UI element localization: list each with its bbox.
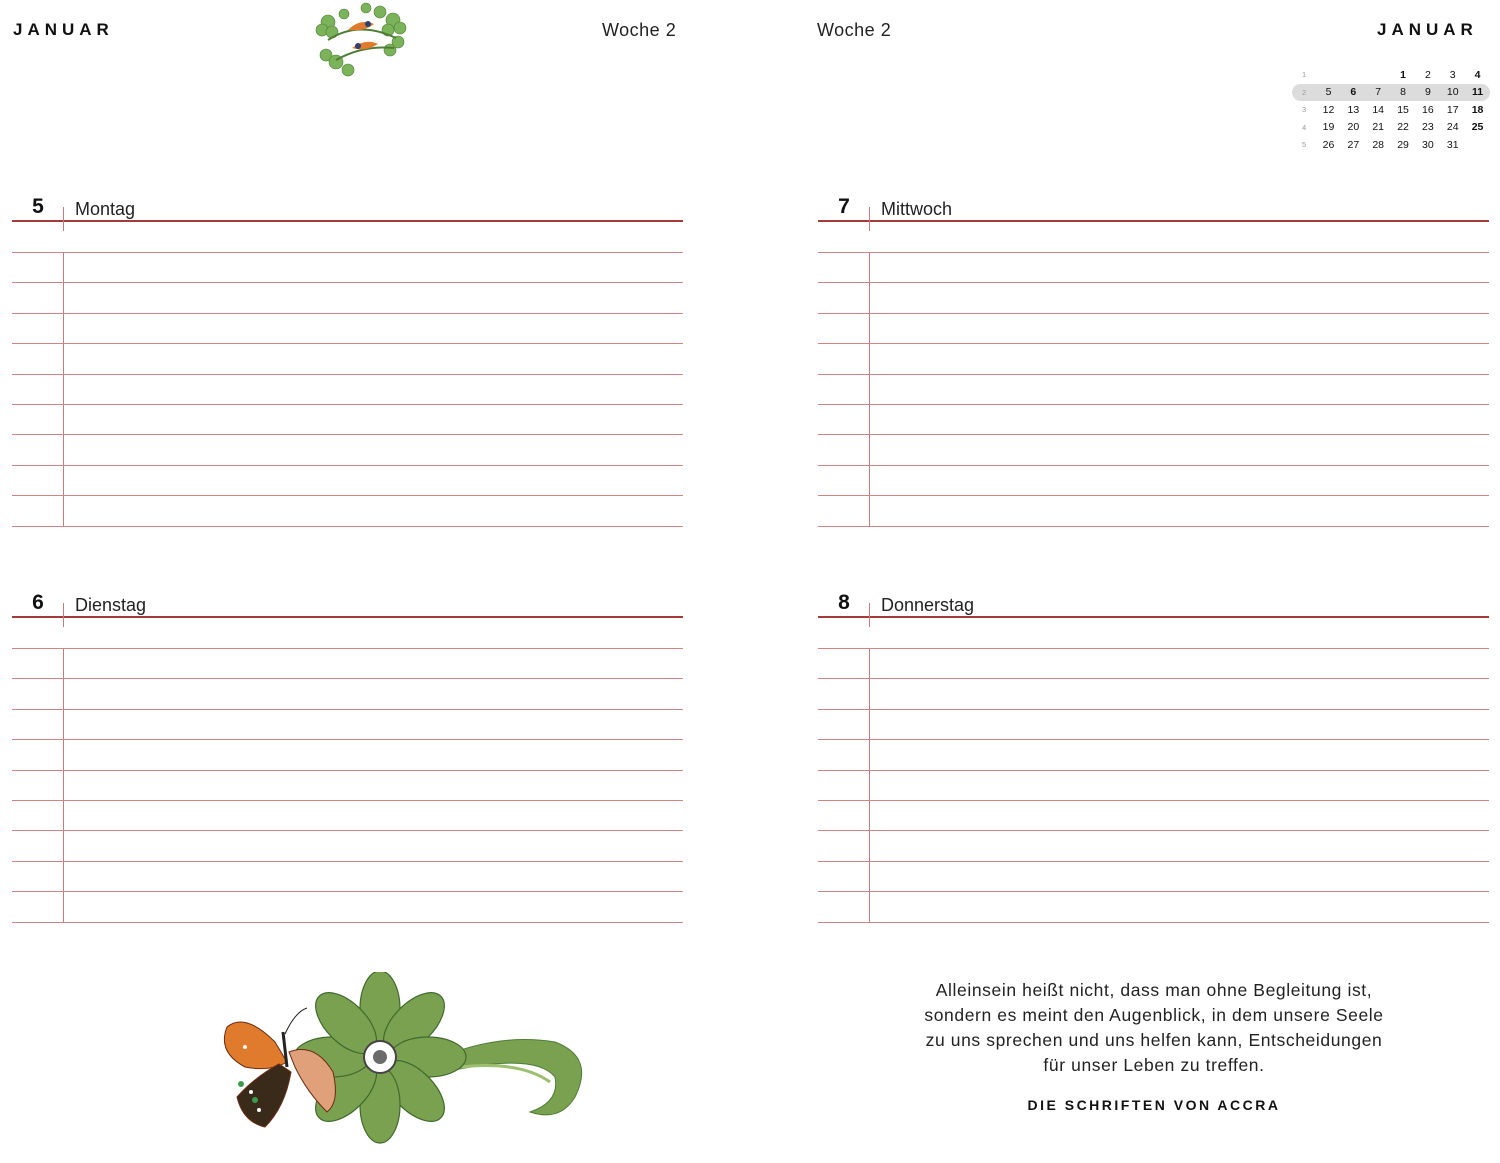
note-line[interactable] bbox=[12, 648, 683, 649]
calendar-day bbox=[1465, 136, 1490, 154]
left-month-title: JANUAR bbox=[13, 20, 114, 39]
calendar-day: 21 bbox=[1372, 121, 1385, 134]
day-number: 8 bbox=[838, 591, 850, 614]
note-line[interactable] bbox=[818, 282, 1489, 283]
calendar-day: 5 bbox=[1316, 84, 1341, 102]
calendar-day: 3 bbox=[1449, 68, 1456, 81]
day-number: 6 bbox=[32, 591, 44, 614]
note-line[interactable] bbox=[12, 252, 683, 253]
right-month-title: JANUAR bbox=[1377, 20, 1478, 39]
week-number: 3 bbox=[1301, 105, 1307, 115]
note-line[interactable] bbox=[12, 404, 683, 405]
calendar-day: 16 bbox=[1422, 103, 1434, 116]
note-line[interactable] bbox=[818, 830, 1489, 831]
note-line[interactable] bbox=[12, 770, 683, 771]
note-line[interactable] bbox=[12, 922, 683, 923]
calendar-day: 14 bbox=[1372, 103, 1385, 116]
note-line[interactable] bbox=[818, 800, 1489, 801]
quote-line: zu uns sprechen und uns helfen kann, Entscheidungen bbox=[925, 1030, 1383, 1050]
calendar-day: 19 bbox=[1322, 121, 1335, 134]
calendar-day: 15 bbox=[1397, 103, 1409, 116]
note-line[interactable] bbox=[818, 374, 1489, 375]
calendar-day: 12 bbox=[1322, 103, 1335, 116]
note-line[interactable] bbox=[818, 404, 1489, 405]
calendar-day: 18 bbox=[1471, 103, 1484, 116]
mini-calendar-week-row bbox=[1292, 101, 1490, 119]
note-line[interactable] bbox=[12, 434, 683, 435]
calendar-day: 23 bbox=[1422, 121, 1434, 134]
day-section-wednesday bbox=[818, 193, 1489, 533]
calendar-day: 6 bbox=[1341, 84, 1366, 102]
calendar-day: 25 bbox=[1471, 121, 1484, 134]
note-line[interactable] bbox=[818, 252, 1489, 253]
calendar-day bbox=[1366, 66, 1391, 84]
day-name: Mittwoch bbox=[881, 199, 953, 219]
calendar-day: 11 bbox=[1465, 84, 1490, 102]
week-number: 2 bbox=[1292, 84, 1316, 102]
week-number: 5 bbox=[1301, 140, 1307, 150]
day-section-monday bbox=[12, 193, 683, 533]
day-header-rule bbox=[818, 616, 1489, 618]
floral-ornament-icon bbox=[308, 0, 413, 82]
day-number: 5 bbox=[32, 195, 44, 218]
note-line[interactable] bbox=[818, 770, 1489, 771]
note-line[interactable] bbox=[12, 830, 683, 831]
note-line[interactable] bbox=[818, 891, 1489, 892]
day-margin-line bbox=[63, 648, 64, 922]
note-line[interactable] bbox=[12, 282, 683, 283]
note-line[interactable] bbox=[818, 434, 1489, 435]
day-margin-tick bbox=[869, 603, 870, 627]
day-margin-tick bbox=[63, 603, 64, 627]
calendar-day: 28 bbox=[1372, 138, 1385, 151]
day-margin-tick bbox=[869, 207, 870, 231]
left-week-label: Woche 2 bbox=[602, 20, 677, 40]
mini-calendar-current-week-row bbox=[1292, 84, 1490, 102]
day-section-tuesday bbox=[12, 589, 683, 929]
calendar-day: 17 bbox=[1446, 103, 1459, 116]
note-line[interactable] bbox=[12, 678, 683, 679]
quote-line: Alleinsein heißt nicht, dass man ohne Begleitung ist, bbox=[935, 980, 1373, 1000]
day-name: Dienstag bbox=[75, 595, 147, 615]
mini-calendar bbox=[1292, 66, 1490, 154]
note-line[interactable] bbox=[818, 648, 1489, 649]
quote bbox=[854, 978, 1454, 1078]
calendar-day: 7 bbox=[1366, 84, 1391, 102]
note-line[interactable] bbox=[12, 495, 683, 496]
note-line[interactable] bbox=[818, 922, 1489, 923]
day-header-rule bbox=[12, 220, 683, 222]
note-line[interactable] bbox=[12, 313, 683, 314]
calendar-day: 8 bbox=[1391, 84, 1416, 102]
calendar-day: 29 bbox=[1397, 138, 1409, 151]
calendar-day: 2 bbox=[1424, 68, 1431, 81]
day-header-rule bbox=[12, 616, 683, 618]
calendar-day: 22 bbox=[1397, 121, 1409, 134]
note-line[interactable] bbox=[818, 739, 1489, 740]
mini-calendar-week-row bbox=[1292, 66, 1490, 84]
week-number: 4 bbox=[1301, 122, 1307, 132]
note-line[interactable] bbox=[12, 891, 683, 892]
day-section-thursday bbox=[818, 589, 1489, 929]
day-margin-tick bbox=[63, 207, 64, 231]
calendar-day: 1 bbox=[1400, 68, 1406, 81]
mini-calendar-week-row bbox=[1292, 136, 1490, 154]
quote-author: DIE SCHRIFTEN VON ACCRA bbox=[1027, 1097, 1281, 1113]
mini-calendar-week-row bbox=[1292, 119, 1490, 137]
note-line[interactable] bbox=[12, 343, 683, 344]
note-line[interactable] bbox=[818, 313, 1489, 314]
quote-line: sondern es meint den Augenblick, in dem unsere Seele bbox=[924, 1005, 1384, 1025]
day-header-rule bbox=[818, 220, 1489, 222]
note-line[interactable] bbox=[818, 495, 1489, 496]
note-line[interactable] bbox=[12, 861, 683, 862]
calendar-day: 26 bbox=[1322, 138, 1335, 151]
day-margin-line bbox=[869, 252, 870, 526]
note-line[interactable] bbox=[818, 861, 1489, 862]
calendar-day: 30 bbox=[1422, 138, 1434, 151]
calendar-day: 4 bbox=[1474, 68, 1481, 81]
note-line[interactable] bbox=[12, 374, 683, 375]
calendar-day: 10 bbox=[1440, 84, 1465, 102]
butterfly-flower-illustration-icon bbox=[215, 972, 600, 1147]
day-number: 7 bbox=[838, 195, 850, 218]
week-number: 1 bbox=[1301, 70, 1307, 80]
note-line[interactable] bbox=[12, 739, 683, 740]
day-name: Montag bbox=[75, 199, 136, 219]
calendar-day: 27 bbox=[1347, 138, 1360, 151]
calendar-day: 20 bbox=[1347, 121, 1360, 134]
calendar-day: 31 bbox=[1446, 138, 1459, 151]
right-week-label: Woche 2 bbox=[817, 20, 892, 40]
note-line[interactable] bbox=[12, 800, 683, 801]
note-line[interactable] bbox=[818, 709, 1489, 710]
day-name: Donnerstag bbox=[881, 595, 975, 615]
calendar-day: 24 bbox=[1446, 121, 1459, 134]
note-line[interactable] bbox=[12, 709, 683, 710]
calendar-day bbox=[1316, 66, 1341, 84]
note-line[interactable] bbox=[818, 343, 1489, 344]
quote-line: für unser Leben zu treffen. bbox=[1043, 1055, 1265, 1075]
day-margin-line bbox=[63, 252, 64, 526]
note-line[interactable] bbox=[12, 465, 683, 466]
calendar-day bbox=[1341, 66, 1366, 84]
day-margin-line bbox=[869, 648, 870, 922]
note-line[interactable] bbox=[818, 526, 1489, 527]
calendar-day: 9 bbox=[1415, 84, 1440, 102]
note-line[interactable] bbox=[818, 465, 1489, 466]
note-line[interactable] bbox=[12, 526, 683, 527]
note-line[interactable] bbox=[818, 678, 1489, 679]
calendar-day: 13 bbox=[1347, 103, 1360, 116]
